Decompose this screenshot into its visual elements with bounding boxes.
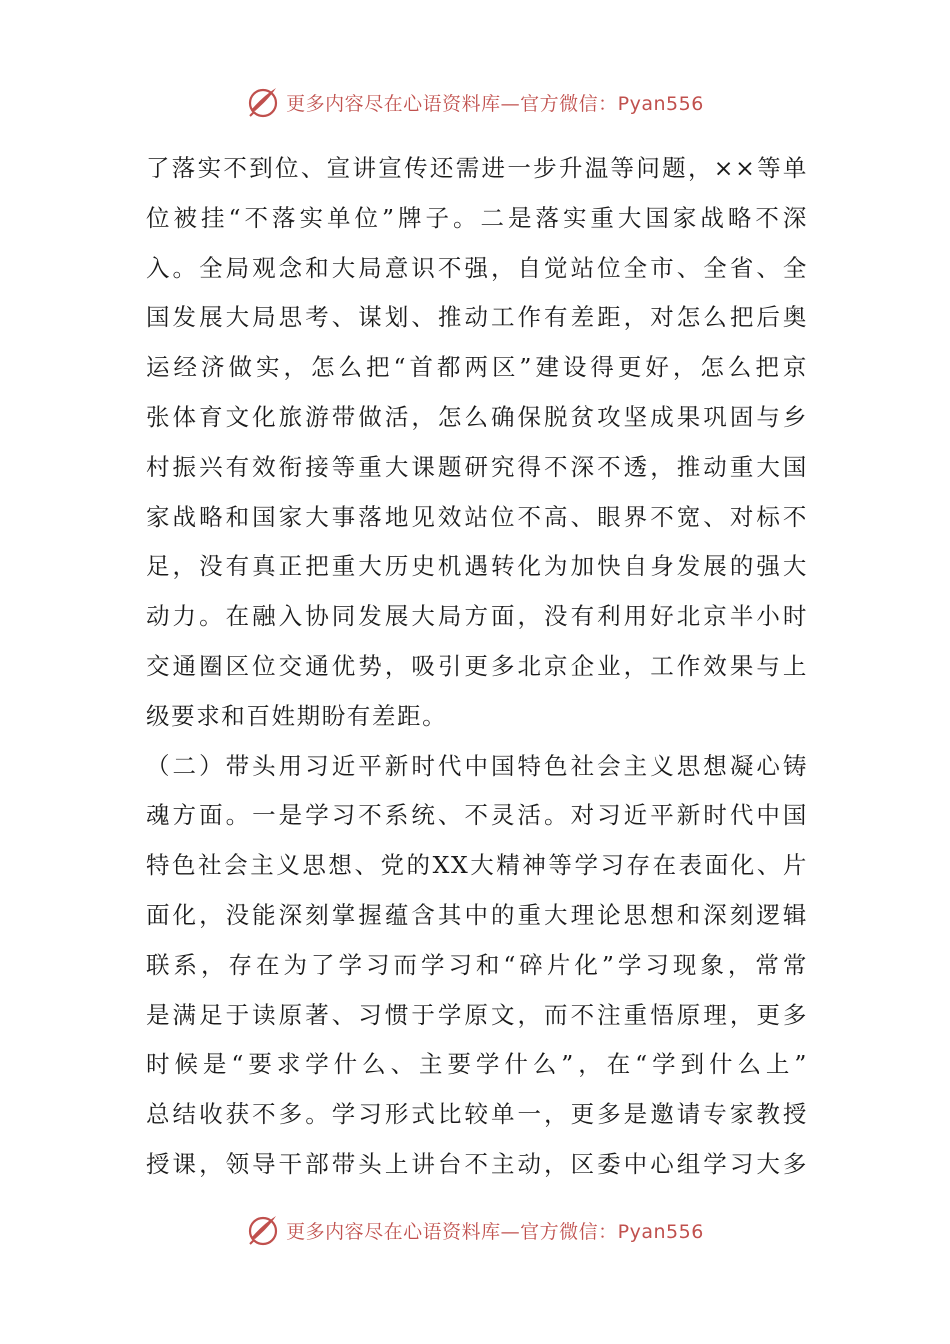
body-line: 动力。在融入协同发展大局方面，没有利用好北京半小时 (146, 602, 808, 631)
body-line: 授课，领导干部带头上讲台不主动，区委中心组学习大多 (146, 1149, 808, 1178)
body-line: 国发展大局思考、谋划、推动工作有差距，对怎么把后奥 (146, 303, 808, 332)
footer-banner (0, 1210, 950, 1250)
body-line: 特色社会主义思想、党的XX大精神等学习存在表面化、片 (146, 851, 808, 880)
quill-pen-logo-icon (246, 1213, 280, 1247)
header-banner-text: 更多内容尽在心语资料库—官方微信：Pyan556 (286, 92, 704, 115)
body-line: 总结收获不多。学习形式比较单一，更多是邀请专家教授 (146, 1100, 808, 1129)
body-line: 交通圈区位交通优势，吸引更多北京企业，工作效果与上 (146, 651, 808, 680)
footer-banner-text: 更多内容尽在心语资料库—官方微信：Pyan556 (286, 1220, 704, 1243)
body-line: 村振兴有效衔接等重大课题研究得不深不透，推动重大国 (146, 452, 808, 481)
body-line: 位被挂“不落实单位”牌子。二是落实重大国家战略不深 (146, 203, 808, 232)
header-banner (0, 82, 950, 122)
body-line: 魂方面。一是学习不系统、不灵活。对习近平新时代中国 (146, 801, 808, 830)
body-line: 家战略和国家大事落地见效站位不高、眼界不宽、对标不 (146, 502, 808, 531)
body-line: 足，没有真正把重大历史机遇转化为加快自身发展的强大 (146, 552, 808, 581)
body-line: 时候是“要求学什么、主要学什么”，在“学到什么上” (146, 1050, 808, 1079)
body-line: 面化，没能深刻掌握蕴含其中的重大理论思想和深刻逻辑 (146, 900, 808, 929)
quill-pen-logo-icon (246, 85, 280, 119)
document-body (146, 144, 808, 1190)
header-wechat-handle: Pyan556 (617, 92, 704, 115)
body-line: 运经济做实，怎么把“首都两区”建设得更好，怎么把京 (146, 353, 808, 382)
body-line: 张体育文化旅游带做活，怎么确保脱贫攻坚成果巩固与乡 (146, 402, 808, 431)
body-line: （二）带头用习近平新时代中国特色社会主义思想凝心铸 (146, 751, 808, 780)
body-line: 级要求和百姓期盼有差距。 (146, 701, 448, 730)
body-line: 了落实不到位、宣讲宣传还需进一步升温等问题，××等单 (146, 154, 808, 182)
body-line: 是满足于读原著、习惯于学原文，而不注重悟原理，更多 (146, 1000, 808, 1029)
body-line: 联系，存在为了学习而学习和“碎片化”学习现象，常常 (146, 950, 808, 979)
footer-wechat-handle: Pyan556 (617, 1220, 704, 1243)
body-line: 入。全局观念和大局意识不强，自觉站位全市、全省、全 (146, 253, 808, 282)
